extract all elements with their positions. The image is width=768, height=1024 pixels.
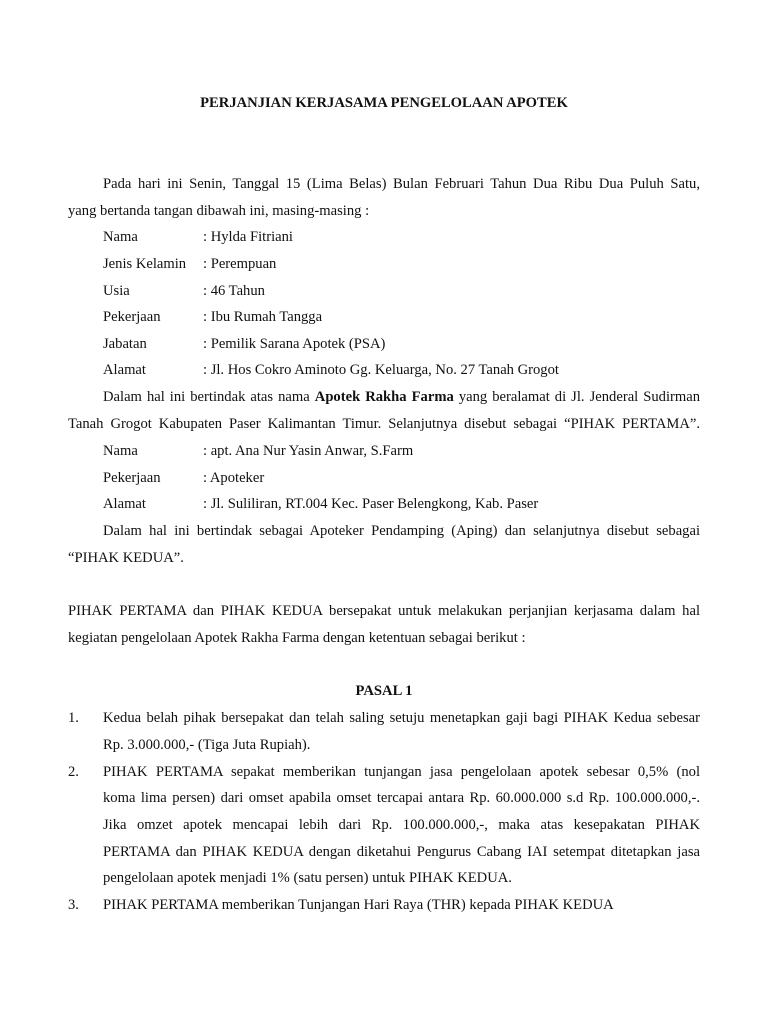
party2-label-pekerjaan: Pekerjaan	[103, 470, 161, 486]
party2-statement-line-1: Dalam hal ini bertindak sebagai Apoteker Pendamping (Aping) dan selanjutnya disebut sebagai	[103, 523, 700, 539]
party1-value-jenis-kelamin: : Perempuan	[203, 256, 277, 272]
party1-value-alamat: : Jl. Hos Cokro Aminoto Gg. Keluarga, No. 27 Tanah Grogot	[203, 362, 559, 378]
party1-value-pekerjaan: : Ibu Rumah Tangga	[203, 309, 323, 325]
party2-value-alamat: : Jl. Suliliran, RT.004 Kec. Paser Belengkong, Kab. Paser	[203, 496, 539, 512]
item-1-line-2: Rp. 3.000.000,- (Tiga Juta Rupiah).	[103, 737, 311, 753]
party2-label-alamat: Alamat	[103, 496, 146, 512]
party1-statement-post: yang beralamat di Jl. Jenderal Sudirman	[453, 389, 701, 405]
party1-statement-pre: Dalam hal ini bertindak atas nama	[103, 389, 315, 405]
party2-statement-line-2: “PIHAK KEDUA”.	[68, 550, 184, 566]
pasal-1-heading: PASAL 1	[355, 683, 413, 699]
party2-value-nama: : apt. Ana Nur Yasin Anwar, S.Farm	[203, 443, 414, 459]
party1-label-alamat: Alamat	[103, 362, 146, 378]
party1-value-nama: : Hylda Fitriani	[203, 229, 293, 245]
party1-label-pekerjaan: Pekerjaan	[103, 309, 161, 325]
item-3-line-1: PIHAK PERTAMA memberikan Tunjangan Hari Raya (THR) kepada PIHAK KEDUA	[103, 897, 614, 913]
item-2-number: 2.	[68, 764, 79, 780]
pharmacy-name: Apotek Rakha Farma	[314, 389, 454, 405]
document-title: PERJANJIAN KERJASAMA PENGELOLAAN APOTEK	[200, 95, 568, 111]
party2-value-pekerjaan: : Apoteker	[203, 470, 265, 486]
item-2-line-1: PIHAK PERTAMA sepakat memberikan tunjangan jasa pengelolaan apotek sebesar 0,5% (nol	[103, 764, 700, 780]
party1-label-nama: Nama	[103, 229, 138, 245]
party2-label-nama: Nama	[103, 443, 138, 459]
party1-value-usia: : 46 Tahun	[203, 283, 265, 299]
party1-value-jabatan: : Pemilik Sarana Apotek (PSA)	[203, 336, 386, 352]
item-1-number: 1.	[68, 710, 79, 726]
item-2-line-2: koma lima persen) dari omset apabila omset tercapai antara Rp. 60.000.000 s.d Rp. 100.000.000,-.	[103, 790, 700, 806]
item-2-line-5: pengelolaan apotek menjadi 1% (satu persen) untuk PIHAK KEDUA.	[103, 870, 512, 886]
intro-line-1: Pada hari ini Senin, Tanggal 15 (Lima Belas) Bulan Februari Tahun Dua Ribu Dua Puluh Satu,	[103, 176, 700, 192]
agreement-line-2: kegiatan pengelolaan Apotek Rakha Farma dengan ketentuan sebagai berikut :	[68, 630, 526, 646]
agreement-line-1: PIHAK PERTAMA dan PIHAK KEDUA bersepakat untuk melakukan perjanjian kerjasama dalam hal	[68, 603, 700, 619]
party1-label-usia: Usia	[103, 283, 130, 299]
item-2-line-3: Jika omzet apotek mencapai lebih dari Rp. 100.000.000,-, maka atas kesepakatan PIHAK	[103, 817, 700, 833]
party1-label-jabatan: Jabatan	[103, 336, 147, 352]
item-1-line-1: Kedua belah pihak bersepakat dan telah saling setuju menetapkan gaji bagi PIHAK Kedua sebesar	[103, 710, 700, 726]
item-3-number: 3.	[68, 897, 79, 913]
party1-statement-line-1	[103, 390, 700, 405]
party1-label-jenis-kelamin: Jenis Kelamin	[103, 256, 187, 272]
intro-line-2: yang bertanda tangan dibawah ini, masing-masing :	[68, 203, 370, 219]
item-2-line-4: PERTAMA dan PIHAK KEDUA dengan diketahui Pengurus Cabang IAI setempat ditetapkan jasa	[103, 844, 700, 860]
party1-statement-line-2: Tanah Grogot Kabupaten Paser Kalimantan Timur. Selanjutnya disebut sebagai “PIHAK PERTAMA”.	[68, 416, 700, 432]
